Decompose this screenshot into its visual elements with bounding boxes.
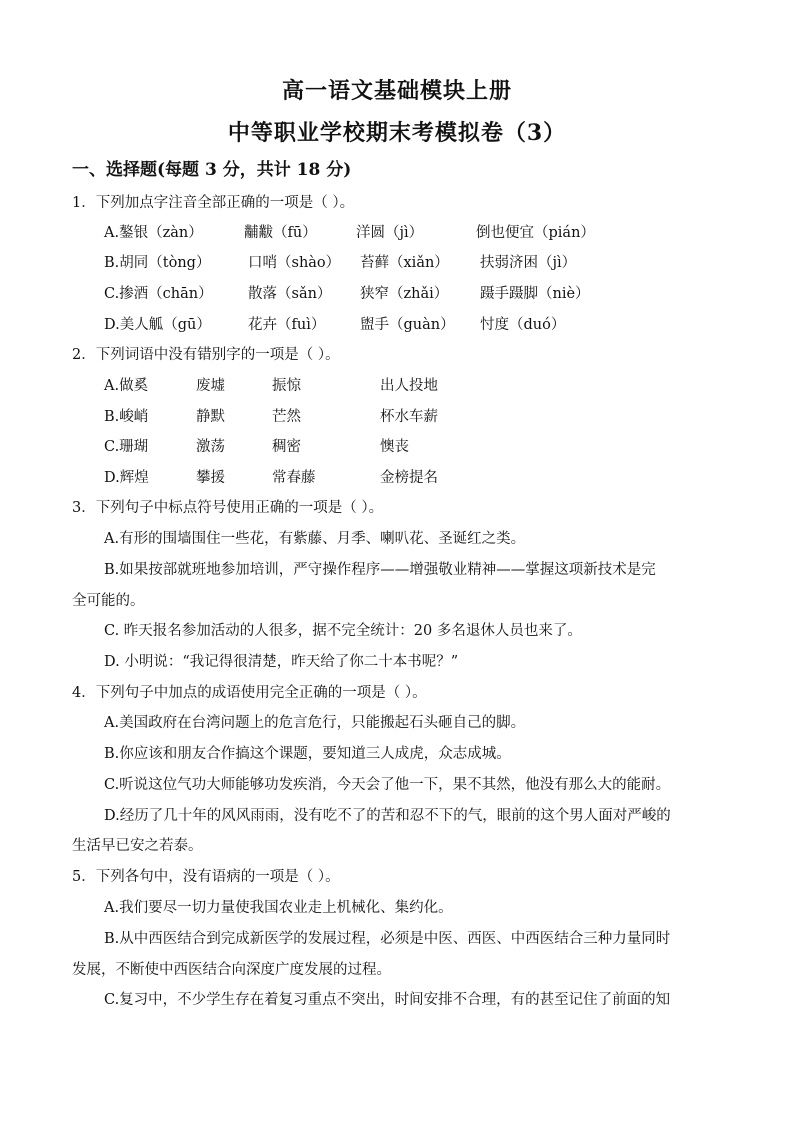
q2-b-item: 杯水车薪 (380, 409, 438, 425)
q2-d-item: D.辉煌 (104, 470, 149, 486)
q2-c-item: 激荡 (196, 439, 225, 455)
q3-option-a: A.有形的围墙围住一些花，有紫藤、月季、喇叭花、圣诞红之类。 (104, 531, 526, 547)
q2-a-item: 振惊 (272, 378, 301, 394)
q1-a-item: 洋圆（jì） (356, 225, 424, 241)
q2-b-item: B.峻峭 (104, 409, 149, 425)
q5-option-b-line1: B.从中西医结合到完成新医学的发展过程，必须是中医、西医、中西医结合三种力量同时 (104, 931, 671, 947)
section-heading-choice: 一、选择题(每题 3 分，共计 18 分) (72, 160, 352, 180)
q2-a-item: A.做奚 (104, 378, 149, 394)
q2-d-item: 金榜提名 (380, 470, 438, 486)
q4-option-c: C.听说这位气功大师能够功发疾消，今天会了他一下，果不其然，他没有那么大的能耐。 (104, 777, 671, 793)
q4-option-d-line2: 生活早已安之若泰。 (72, 838, 203, 854)
q2-d-item: 攀援 (196, 470, 225, 486)
q1-c-item: C.掺酒（chān） (104, 286, 213, 302)
q2-d-item: 常春藤 (272, 470, 316, 486)
q2-c-item: 懊丧 (380, 439, 409, 455)
q4-stem: 4．下列句子中加点的成语使用完全正确的一项是（ ）。 (72, 685, 427, 701)
q5-stem: 5．下列各句中，没有语病的一项是（ ）。 (72, 869, 340, 885)
q1-c-item: 散落（sǎn） (248, 286, 332, 302)
q1-d-item: 忖度（duó） (480, 317, 566, 333)
q3-option-d: D. 小明说：“我记得很清楚，昨天给了你二十本书呢？” (104, 654, 459, 670)
q1-b-item: 口哨（shào） (248, 255, 341, 271)
q1-d-item: 盥手（guàn） (360, 317, 455, 333)
q1-d-item: D.美人觚（gū） (104, 317, 211, 333)
q4-option-a: A.美国政府在台湾问题上的危言危行，只能搬起石头砸自己的脚。 (104, 715, 526, 731)
q2-stem: 2．下列词语中没有错别字的一项是（ ）。 (72, 347, 340, 363)
q3-option-b-line2: 全可能的。 (72, 593, 145, 609)
q2-a-item: 出人投地 (380, 378, 438, 394)
q1-a-item: A.鏊银（zàn） (104, 225, 203, 241)
q1-c-item: 蹑手蹑脚（niè） (480, 286, 590, 302)
q1-d-item: 花卉（fuì） (248, 317, 326, 333)
q4-option-d-line1: D.经历了几十年的风风雨雨，没有吃不了的苦和忍不下的气，眼前的这个男人面对严峻的 (104, 808, 671, 824)
q1-b-item: B.胡同（tòng） (104, 255, 211, 271)
q2-c-item: C.珊瑚 (104, 439, 149, 455)
q1-a-item: 黼黻（fū） (244, 225, 317, 241)
q2-b-item: 芒然 (272, 409, 301, 425)
q3-stem: 3．下列句子中标点符号使用正确的一项是（ ）。 (72, 500, 384, 516)
q1-a-item: 倒也便宜（pián） (476, 225, 595, 241)
q5-option-b-line2: 发展，不断使中西医结合向深度广度发展的过程。 (72, 962, 391, 978)
exam-title-line2: 中等职业学校期末考模拟卷（3） (227, 120, 567, 146)
exam-title-line1: 高一语文基础模块上册 (281, 78, 512, 104)
q1-stem: 1．下列加点字注音全部正确的一项是（ ）。 (72, 195, 355, 211)
q3-option-b-line1: B.如果按部就班地参加培训，严守操作程序——增强敬业精神——掌握这项新技术是完 (104, 562, 656, 578)
q1-c-item: 狭窄（zhǎi） (360, 286, 449, 302)
q1-b-item: 苔藓（xiǎn） (360, 255, 449, 271)
q2-a-item: 废墟 (196, 378, 225, 394)
q3-option-c: C. 昨天报名参加活动的人很多，据不完全统计：20 多名退休人员也来了。 (104, 623, 582, 639)
q2-c-item: 稠密 (272, 439, 301, 455)
q4-option-b: B.你应该和朋友合作搞这个课题，要知道三人成虎，众志成城。 (104, 746, 511, 762)
q1-b-item: 扶弱济困（jì） (480, 255, 577, 271)
q5-option-c-line1: C.复习中，不少学生存在着复习重点不突出，时间安排不合理，有的甚至记住了前面的知 (104, 992, 671, 1008)
q5-option-a: A.我们要尽一切力量使我国农业走上机械化、集约化。 (104, 900, 453, 916)
q2-b-item: 静默 (196, 409, 225, 425)
